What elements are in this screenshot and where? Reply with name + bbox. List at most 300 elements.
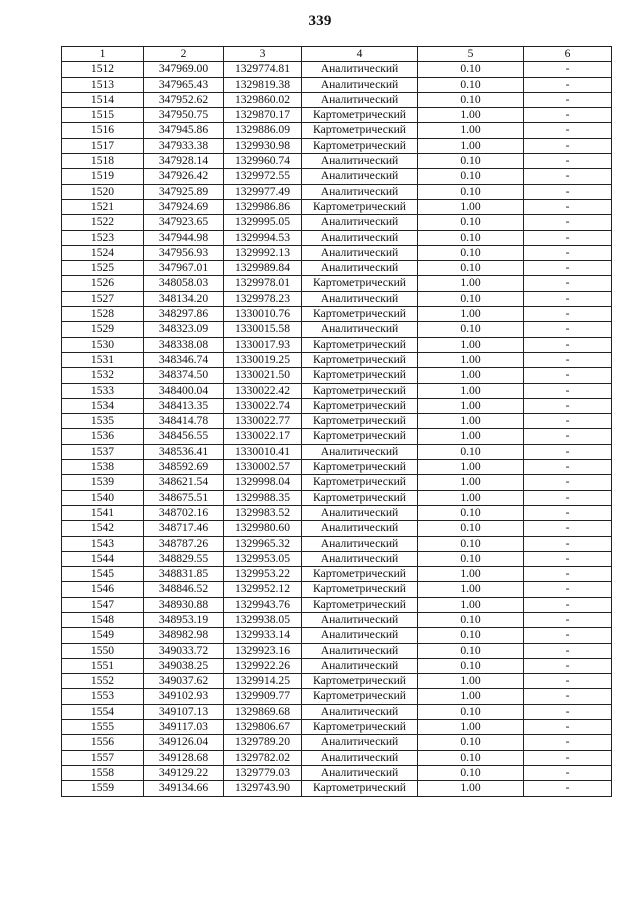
table-row	[62, 735, 612, 750]
table-row	[62, 475, 612, 490]
accuracy-cell: 1.00	[418, 307, 524, 322]
table-row	[62, 643, 612, 658]
y-coordinate-cell: 1329774.81	[224, 62, 302, 77]
note-cell: -	[524, 781, 612, 796]
y-coordinate-cell: 1330021.50	[224, 368, 302, 383]
point-number-cell: 1550	[62, 643, 144, 658]
point-number-cell: 1525	[62, 261, 144, 276]
note-cell: -	[524, 658, 612, 673]
method-cell: Аналитический	[302, 536, 418, 551]
table-row	[62, 337, 612, 352]
table-row	[62, 307, 612, 322]
accuracy-cell: 1.00	[418, 352, 524, 367]
x-coordinate-cell: 348374.50	[144, 368, 224, 383]
note-cell: -	[524, 521, 612, 536]
method-cell: Картометрический	[302, 567, 418, 582]
y-coordinate-cell: 1329989.84	[224, 261, 302, 276]
x-coordinate-cell: 348413.35	[144, 398, 224, 413]
point-number-cell: 1521	[62, 199, 144, 214]
accuracy-cell: 0.10	[418, 536, 524, 551]
x-coordinate-cell: 348621.54	[144, 475, 224, 490]
accuracy-cell: 0.10	[418, 505, 524, 520]
method-cell: Аналитический	[302, 169, 418, 184]
table-row	[62, 169, 612, 184]
note-cell: -	[524, 597, 612, 612]
table-row	[62, 689, 612, 704]
point-number-cell: 1523	[62, 230, 144, 245]
table-row	[62, 230, 612, 245]
y-coordinate-cell: 1329998.04	[224, 475, 302, 490]
y-coordinate-cell: 1329789.20	[224, 735, 302, 750]
note-cell: -	[524, 169, 612, 184]
accuracy-cell: 1.00	[418, 689, 524, 704]
note-cell: -	[524, 567, 612, 582]
accuracy-cell: 0.10	[418, 735, 524, 750]
point-number-cell: 1536	[62, 429, 144, 444]
note-cell: -	[524, 429, 612, 444]
y-coordinate-cell: 1329938.05	[224, 612, 302, 627]
accuracy-cell: 1.00	[418, 368, 524, 383]
y-coordinate-cell: 1329933.14	[224, 628, 302, 643]
point-number-cell: 1512	[62, 62, 144, 77]
method-cell: Картометрический	[302, 490, 418, 505]
x-coordinate-cell: 349038.25	[144, 658, 224, 673]
x-coordinate-cell: 349126.04	[144, 735, 224, 750]
accuracy-cell: 0.10	[418, 291, 524, 306]
point-number-cell: 1531	[62, 352, 144, 367]
y-coordinate-cell: 1330022.77	[224, 414, 302, 429]
method-cell: Картометрический	[302, 307, 418, 322]
accuracy-cell: 0.10	[418, 612, 524, 627]
table-row	[62, 582, 612, 597]
note-cell: -	[524, 460, 612, 475]
point-number-cell: 1522	[62, 215, 144, 230]
note-cell: -	[524, 735, 612, 750]
point-number-cell: 1548	[62, 612, 144, 627]
x-coordinate-cell: 348456.55	[144, 429, 224, 444]
note-cell: -	[524, 628, 612, 643]
point-number-cell: 1537	[62, 444, 144, 459]
coordinates-table	[61, 46, 612, 797]
y-coordinate-cell: 1330002.57	[224, 460, 302, 475]
table-row	[62, 215, 612, 230]
note-cell: -	[524, 475, 612, 490]
point-number-cell: 1513	[62, 77, 144, 92]
y-coordinate-cell: 1330022.17	[224, 429, 302, 444]
accuracy-cell: 1.00	[418, 383, 524, 398]
note-cell: -	[524, 536, 612, 551]
accuracy-cell: 0.10	[418, 245, 524, 260]
method-cell: Аналитический	[302, 322, 418, 337]
method-cell: Аналитический	[302, 230, 418, 245]
x-coordinate-cell: 349037.62	[144, 674, 224, 689]
y-coordinate-cell: 1329953.05	[224, 551, 302, 566]
note-cell: -	[524, 184, 612, 199]
table-row	[62, 460, 612, 475]
point-number-cell: 1529	[62, 322, 144, 337]
table-row	[62, 521, 612, 536]
y-coordinate-cell: 1329943.76	[224, 597, 302, 612]
accuracy-cell: 0.10	[418, 658, 524, 673]
point-number-cell: 1540	[62, 490, 144, 505]
y-coordinate-cell: 1329869.68	[224, 704, 302, 719]
y-coordinate-cell: 1329960.74	[224, 154, 302, 169]
y-coordinate-cell: 1329965.32	[224, 536, 302, 551]
table-row	[62, 92, 612, 107]
point-number-cell: 1514	[62, 92, 144, 107]
table-row	[62, 352, 612, 367]
note-cell: -	[524, 398, 612, 413]
point-number-cell: 1527	[62, 291, 144, 306]
x-coordinate-cell: 348592.69	[144, 460, 224, 475]
accuracy-cell: 0.10	[418, 765, 524, 780]
x-coordinate-cell: 347967.01	[144, 261, 224, 276]
accuracy-cell: 0.10	[418, 750, 524, 765]
table-body	[62, 62, 612, 796]
y-coordinate-cell: 1329983.52	[224, 505, 302, 520]
note-cell: -	[524, 337, 612, 352]
y-coordinate-cell: 1329819.38	[224, 77, 302, 92]
x-coordinate-cell: 348829.55	[144, 551, 224, 566]
note-cell: -	[524, 551, 612, 566]
point-number-cell: 1559	[62, 781, 144, 796]
note-cell: -	[524, 352, 612, 367]
method-cell: Аналитический	[302, 77, 418, 92]
table-row	[62, 781, 612, 796]
x-coordinate-cell: 348953.19	[144, 612, 224, 627]
x-coordinate-cell: 349117.03	[144, 720, 224, 735]
table-row	[62, 184, 612, 199]
point-number-cell: 1518	[62, 154, 144, 169]
column-header: 3	[224, 47, 302, 62]
y-coordinate-cell: 1330010.41	[224, 444, 302, 459]
table-row	[62, 108, 612, 123]
method-cell: Аналитический	[302, 612, 418, 627]
table-row	[62, 505, 612, 520]
accuracy-cell: 0.10	[418, 628, 524, 643]
accuracy-cell: 0.10	[418, 154, 524, 169]
accuracy-cell: 0.10	[418, 322, 524, 337]
accuracy-cell: 1.00	[418, 123, 524, 138]
table-row	[62, 368, 612, 383]
note-cell: -	[524, 307, 612, 322]
point-number-cell: 1530	[62, 337, 144, 352]
x-coordinate-cell: 348930.88	[144, 597, 224, 612]
x-coordinate-cell: 347944.98	[144, 230, 224, 245]
accuracy-cell: 0.10	[418, 169, 524, 184]
x-coordinate-cell: 349128.68	[144, 750, 224, 765]
accuracy-cell: 1.00	[418, 582, 524, 597]
note-cell: -	[524, 291, 612, 306]
method-cell: Аналитический	[302, 628, 418, 643]
table-row	[62, 138, 612, 153]
table-row	[62, 322, 612, 337]
y-coordinate-cell: 1329806.67	[224, 720, 302, 735]
accuracy-cell: 1.00	[418, 337, 524, 352]
method-cell: Аналитический	[302, 505, 418, 520]
accuracy-cell: 1.00	[418, 199, 524, 214]
method-cell: Картометрический	[302, 337, 418, 352]
note-cell: -	[524, 368, 612, 383]
note-cell: -	[524, 230, 612, 245]
column-header: 4	[302, 47, 418, 62]
point-number-cell: 1535	[62, 414, 144, 429]
x-coordinate-cell: 348400.04	[144, 383, 224, 398]
accuracy-cell: 1.00	[418, 108, 524, 123]
accuracy-cell: 1.00	[418, 398, 524, 413]
method-cell: Аналитический	[302, 750, 418, 765]
method-cell: Картометрический	[302, 674, 418, 689]
method-cell: Аналитический	[302, 658, 418, 673]
point-number-cell: 1547	[62, 597, 144, 612]
x-coordinate-cell: 348338.08	[144, 337, 224, 352]
table-row	[62, 245, 612, 260]
header-row	[62, 47, 612, 62]
point-number-cell: 1545	[62, 567, 144, 582]
table-row	[62, 383, 612, 398]
table-row	[62, 597, 612, 612]
note-cell: -	[524, 215, 612, 230]
table-row	[62, 123, 612, 138]
note-cell: -	[524, 77, 612, 92]
accuracy-cell: 1.00	[418, 781, 524, 796]
x-coordinate-cell: 348297.86	[144, 307, 224, 322]
point-number-cell: 1539	[62, 475, 144, 490]
accuracy-cell: 1.00	[418, 720, 524, 735]
x-coordinate-cell: 347950.75	[144, 108, 224, 123]
accuracy-cell: 0.10	[418, 704, 524, 719]
note-cell: -	[524, 505, 612, 520]
y-coordinate-cell: 1329886.09	[224, 123, 302, 138]
table-row	[62, 62, 612, 77]
table-row	[62, 429, 612, 444]
note-cell: -	[524, 750, 612, 765]
note-cell: -	[524, 322, 612, 337]
accuracy-cell: 1.00	[418, 567, 524, 582]
y-coordinate-cell: 1330017.93	[224, 337, 302, 352]
accuracy-cell: 0.10	[418, 643, 524, 658]
x-coordinate-cell: 348787.26	[144, 536, 224, 551]
note-cell: -	[524, 138, 612, 153]
method-cell: Аналитический	[302, 62, 418, 77]
note-cell: -	[524, 261, 612, 276]
point-number-cell: 1516	[62, 123, 144, 138]
table-row	[62, 536, 612, 551]
method-cell: Картометрический	[302, 108, 418, 123]
x-coordinate-cell: 348675.51	[144, 490, 224, 505]
y-coordinate-cell: 1329909.77	[224, 689, 302, 704]
method-cell: Аналитический	[302, 704, 418, 719]
point-number-cell: 1542	[62, 521, 144, 536]
method-cell: Картометрический	[302, 352, 418, 367]
accuracy-cell: 1.00	[418, 475, 524, 490]
x-coordinate-cell: 347924.69	[144, 199, 224, 214]
note-cell: -	[524, 582, 612, 597]
point-number-cell: 1543	[62, 536, 144, 551]
table-row	[62, 154, 612, 169]
method-cell: Аналитический	[302, 261, 418, 276]
method-cell: Картометрический	[302, 138, 418, 153]
table-header	[62, 47, 612, 62]
x-coordinate-cell: 347956.93	[144, 245, 224, 260]
note-cell: -	[524, 720, 612, 735]
accuracy-cell: 1.00	[418, 429, 524, 444]
method-cell: Аналитический	[302, 551, 418, 566]
y-coordinate-cell: 1330019.25	[224, 352, 302, 367]
accuracy-cell: 1.00	[418, 597, 524, 612]
point-number-cell: 1517	[62, 138, 144, 153]
x-coordinate-cell: 347933.38	[144, 138, 224, 153]
y-coordinate-cell: 1329986.86	[224, 199, 302, 214]
method-cell: Картометрический	[302, 123, 418, 138]
y-coordinate-cell: 1329978.01	[224, 276, 302, 291]
point-number-cell: 1553	[62, 689, 144, 704]
y-coordinate-cell: 1330022.74	[224, 398, 302, 413]
point-number-cell: 1552	[62, 674, 144, 689]
y-coordinate-cell: 1329994.53	[224, 230, 302, 245]
table-row	[62, 612, 612, 627]
y-coordinate-cell: 1329743.90	[224, 781, 302, 796]
point-number-cell: 1528	[62, 307, 144, 322]
point-number-cell: 1557	[62, 750, 144, 765]
x-coordinate-cell: 348702.16	[144, 505, 224, 520]
point-number-cell: 1558	[62, 765, 144, 780]
y-coordinate-cell: 1329922.26	[224, 658, 302, 673]
note-cell: -	[524, 199, 612, 214]
method-cell: Аналитический	[302, 245, 418, 260]
x-coordinate-cell: 349107.13	[144, 704, 224, 719]
accuracy-cell: 0.10	[418, 551, 524, 566]
accuracy-cell: 0.10	[418, 62, 524, 77]
y-coordinate-cell: 1329995.05	[224, 215, 302, 230]
y-coordinate-cell: 1329972.55	[224, 169, 302, 184]
x-coordinate-cell: 349033.72	[144, 643, 224, 658]
point-number-cell: 1554	[62, 704, 144, 719]
note-cell: -	[524, 444, 612, 459]
table-row	[62, 628, 612, 643]
accuracy-cell: 1.00	[418, 674, 524, 689]
x-coordinate-cell: 347923.65	[144, 215, 224, 230]
x-coordinate-cell: 348717.46	[144, 521, 224, 536]
method-cell: Аналитический	[302, 521, 418, 536]
column-header: 5	[418, 47, 524, 62]
method-cell: Картометрический	[302, 460, 418, 475]
note-cell: -	[524, 245, 612, 260]
accuracy-cell: 0.10	[418, 444, 524, 459]
method-cell: Аналитический	[302, 215, 418, 230]
accuracy-cell: 0.10	[418, 261, 524, 276]
point-number-cell: 1555	[62, 720, 144, 735]
note-cell: -	[524, 108, 612, 123]
x-coordinate-cell: 348414.78	[144, 414, 224, 429]
method-cell: Картометрический	[302, 368, 418, 383]
table-row	[62, 720, 612, 735]
table-row	[62, 291, 612, 306]
y-coordinate-cell: 1330010.76	[224, 307, 302, 322]
x-coordinate-cell: 347926.42	[144, 169, 224, 184]
table-row	[62, 704, 612, 719]
table-row	[62, 398, 612, 413]
y-coordinate-cell: 1329923.16	[224, 643, 302, 658]
accuracy-cell: 0.10	[418, 521, 524, 536]
accuracy-cell: 0.10	[418, 215, 524, 230]
x-coordinate-cell: 347965.43	[144, 77, 224, 92]
method-cell: Картометрический	[302, 414, 418, 429]
y-coordinate-cell: 1329953.22	[224, 567, 302, 582]
table-row	[62, 567, 612, 582]
note-cell: -	[524, 62, 612, 77]
table-row	[62, 658, 612, 673]
point-number-cell: 1546	[62, 582, 144, 597]
table-row	[62, 444, 612, 459]
table-row	[62, 551, 612, 566]
table-row	[62, 750, 612, 765]
accuracy-cell: 0.10	[418, 230, 524, 245]
point-number-cell: 1533	[62, 383, 144, 398]
accuracy-cell: 0.10	[418, 77, 524, 92]
point-number-cell: 1556	[62, 735, 144, 750]
y-coordinate-cell: 1329870.17	[224, 108, 302, 123]
x-coordinate-cell: 348058.03	[144, 276, 224, 291]
point-number-cell: 1549	[62, 628, 144, 643]
method-cell: Картометрический	[302, 720, 418, 735]
table-row	[62, 674, 612, 689]
method-cell: Аналитический	[302, 444, 418, 459]
point-number-cell: 1515	[62, 108, 144, 123]
point-number-cell: 1524	[62, 245, 144, 260]
x-coordinate-cell: 349134.66	[144, 781, 224, 796]
x-coordinate-cell: 348134.20	[144, 291, 224, 306]
y-coordinate-cell: 1329980.60	[224, 521, 302, 536]
accuracy-cell: 0.10	[418, 184, 524, 199]
note-cell: -	[524, 123, 612, 138]
y-coordinate-cell: 1329782.02	[224, 750, 302, 765]
table-row	[62, 276, 612, 291]
point-number-cell: 1538	[62, 460, 144, 475]
method-cell: Картометрический	[302, 582, 418, 597]
note-cell: -	[524, 612, 612, 627]
note-cell: -	[524, 689, 612, 704]
note-cell: -	[524, 276, 612, 291]
note-cell: -	[524, 704, 612, 719]
method-cell: Картометрический	[302, 781, 418, 796]
note-cell: -	[524, 674, 612, 689]
point-number-cell: 1519	[62, 169, 144, 184]
table-row	[62, 261, 612, 276]
point-number-cell: 1541	[62, 505, 144, 520]
y-coordinate-cell: 1329988.35	[224, 490, 302, 505]
note-cell: -	[524, 643, 612, 658]
y-coordinate-cell: 1329992.13	[224, 245, 302, 260]
point-number-cell: 1532	[62, 368, 144, 383]
method-cell: Картометрический	[302, 383, 418, 398]
accuracy-cell: 0.10	[418, 92, 524, 107]
x-coordinate-cell: 348536.41	[144, 444, 224, 459]
y-coordinate-cell: 1329978.23	[224, 291, 302, 306]
x-coordinate-cell: 348831.85	[144, 567, 224, 582]
point-number-cell: 1526	[62, 276, 144, 291]
x-coordinate-cell: 347969.00	[144, 62, 224, 77]
note-cell: -	[524, 383, 612, 398]
y-coordinate-cell: 1329930.98	[224, 138, 302, 153]
y-coordinate-cell: 1329860.02	[224, 92, 302, 107]
method-cell: Аналитический	[302, 643, 418, 658]
method-cell: Картометрический	[302, 199, 418, 214]
y-coordinate-cell: 1330015.58	[224, 322, 302, 337]
x-coordinate-cell: 347945.86	[144, 123, 224, 138]
method-cell: Аналитический	[302, 291, 418, 306]
method-cell: Аналитический	[302, 154, 418, 169]
